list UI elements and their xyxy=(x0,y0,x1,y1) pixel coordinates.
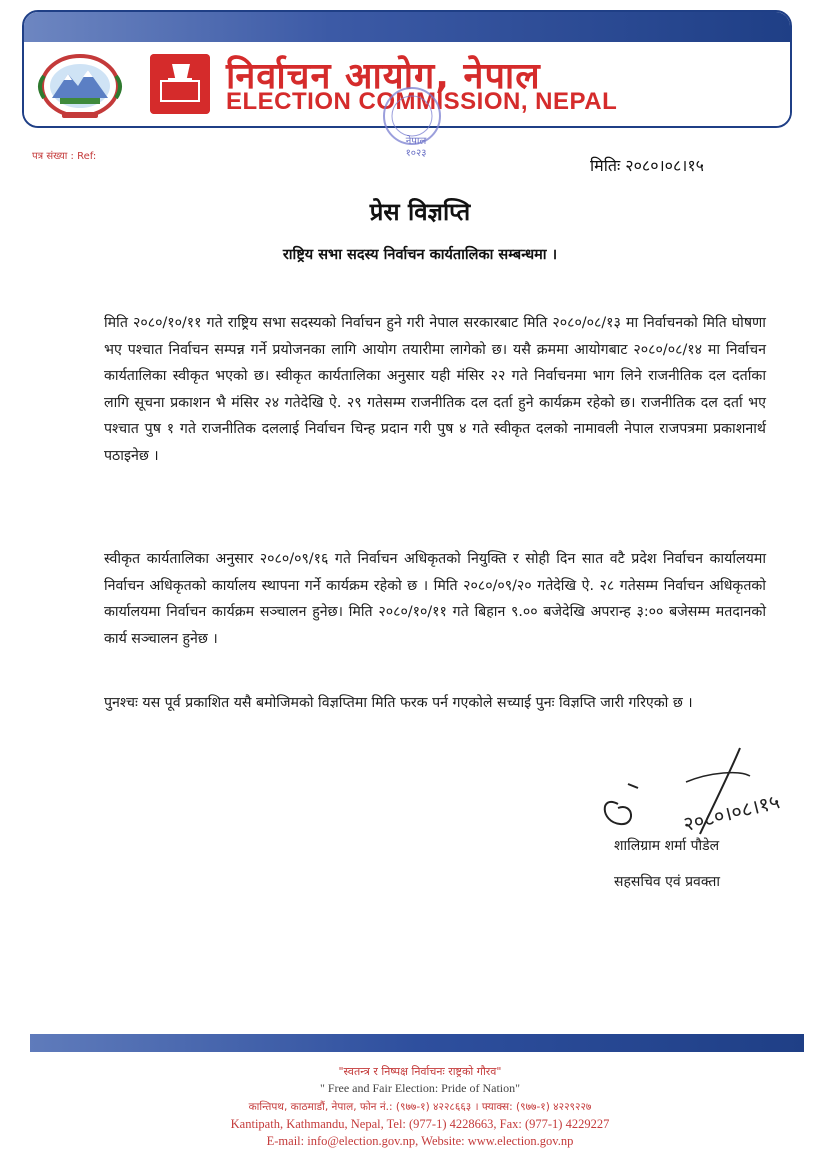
footer-contact: E-mail: info@election.gov.np, Website: www.election.gov.np xyxy=(266,1134,574,1148)
stamp-line-2: १०२३ xyxy=(405,148,427,159)
stamp-text xyxy=(392,136,440,160)
signatory-title: सहसचिव एवं प्रवक्ता xyxy=(614,874,720,890)
footer-address-nepali: कान्तिपथ, काठमाडौं, नेपाल, फोन नं.: (९७७-१) ४२२८६६३ । फ्याक्स: (९७७-१) ४२२९२२७ xyxy=(248,1101,592,1113)
document-subject: राष्ट्रिय सभा सदस्य निर्वाचन कार्यतालिका सम्बन्धमा । xyxy=(282,247,558,263)
signatory-name: शालिग्राम शर्मा पौडेल xyxy=(614,838,720,854)
document-heading: प्रेस विज्ञप्ति xyxy=(369,198,471,226)
stamp-line-1: नेपाल xyxy=(405,136,427,147)
issue-date: मितिः २०८०।०८।१५ xyxy=(590,156,704,175)
handwritten-signature-date: २०८०।०८।१५ xyxy=(680,789,783,837)
national-emblem-icon xyxy=(30,46,130,122)
body-paragraph-2: स्वीकृत कार्यतालिका अनुसार २०८०/०९/१६ गते निर्वाचन अधिकृतको नियुक्ति र सोही दिन सात वटै प्रदेश निर्वाचन कार्यालयमा निर्वाचन अधिकृतको कार्यालय स्थापना गर्ने कार्यक्रम रहेको छ । मिति २०८०/०९/२० गतेदेखि ऐ. २८ गतेसम्म निर्वाचन अधिकृतको कार्यालयमा निर्वाचन कार्यक्रम सञ्चालन हुनेछ। मिति २०८०/१०/११ गते बिहान ९.०० बजेदेखि अपरान्ह ३:०० बजेसम्म मतदानको कार्य सञ्चालन हुनेछ । xyxy=(104,551,766,647)
footer-motto-nepali: "स्वतन्त्र र निष्पक्ष निर्वाचनः राष्ट्रको गौरव" xyxy=(338,1065,502,1078)
footer-band xyxy=(30,1034,804,1052)
election-commission-logo-icon xyxy=(150,54,210,114)
footer-address-english: Kantipath, Kathmandu, Nepal, Tel: (977-1) 4228663, Fax: (977-1) 4229227 xyxy=(230,1117,610,1131)
body-paragraph-3: पुनश्चः यस पूर्व प्रकाशित यसै बमोजिमको विज्ञप्तिमा मिति फरक पर्न गएकोले सच्याई पुनः विज्ञप्ति जारी गरिएको छ । xyxy=(104,695,693,711)
body-paragraph-1: मिति २०८०/१०/११ गते राष्ट्रिय सभा सदस्यको निर्वाचन हुने गरी नेपाल सरकारबाट मिति २०८०/०८/१३ मा निर्वाचनको मिति घोषणा भए पश्चात निर्वाचन सम्पन्न गर्ने प्रयोजनका लागि आयोग तयारीमा लागेको छ। यसै क्रममा आयोगबाट २०८०/०८/१४ मा निर्वाचन कार्यतालिका स्वीकृत भएको छ। स्वीकृत कार्यतालिका अनुसार यही मंसिर २२ गते निर्वाचनमा भाग लिने राजनीतिक दल दर्ताका लागि सूचना प्रकाशन भै मंसिर २४ गतेदेखि ऐ. २९ गतेसम्म राजनीतिक दल दर्ता हुने कार्यक्रम रहेको छ। राजनीतिक दल दर्ता भए पश्चात पुष १ गते राजनीतिक दललाई निर्वाचन चिन्ह प्रदान गरी पुष ४ गते स्वीकृत दलको नामावली नेपाल राजपत्रमा प्रकाशनार्थ पठाइनेछ । xyxy=(104,315,766,464)
commission-title-nepali: निर्वाचन आयोग, नेपाल xyxy=(226,56,541,97)
letterhead-band xyxy=(24,12,790,42)
footer-motto-english: " Free and Fair Election: Pride of Nation" xyxy=(319,1081,521,1095)
commission-title-english: ELECTION COMMISSION, NEPAL xyxy=(226,88,618,115)
reference-number: पत्र संख्या : Ref: xyxy=(32,151,97,162)
